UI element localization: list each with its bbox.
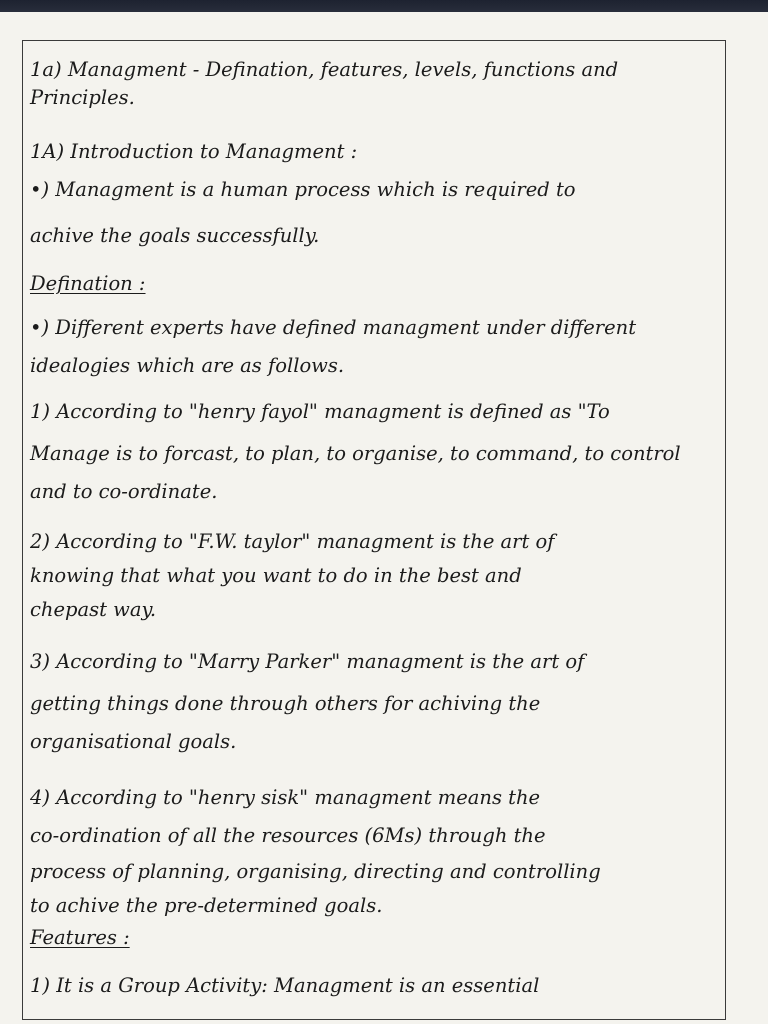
heading-line-2: Principles. [30,86,135,109]
subheading-features: Features : [30,926,130,949]
text-line: idealogies which are as follows. [30,354,345,377]
text-line: chepast way. [30,598,157,621]
text-line: 3) According to "Marry Parker" managment is the art of [30,650,585,673]
heading-line-1: 1a) Managment - Defination, features, levels, functions and [30,58,619,81]
text-line: getting things done through others for achiving the [30,692,541,715]
subheading-definition: Defination : [30,272,146,295]
text-line: 2) According to "F.W. taylor" managment is the art of [30,530,555,553]
text-line: to achive the pre-determined goals. [30,894,383,917]
text-line: 1) According to "henry fayol" managment is defined as "To [30,400,610,423]
text-line: •) Different experts have defined managment under different [30,316,637,339]
section-title: 1A) Introduction to Managment : [30,140,358,163]
text-line: and to co-ordinate. [30,480,218,503]
text-line: 4) According to "henry sisk" managment means the [30,786,541,809]
text-line: knowing that what you want to do in the best and [30,564,522,587]
text-line: organisational goals. [30,730,237,753]
text-line: •) Managment is a human process which is required to [30,178,576,201]
text-line: process of planning, organising, directing and controlling [30,860,601,883]
text-line: co-ordination of all the resources (6Ms) through the [30,824,546,847]
text-line: achive the goals successfully. [30,224,320,247]
text-line: Manage is to forcast, to plan, to organise, to command, to control [30,442,681,465]
text-line: 1) It is a Group Activity: Managment is an essential [30,974,540,997]
